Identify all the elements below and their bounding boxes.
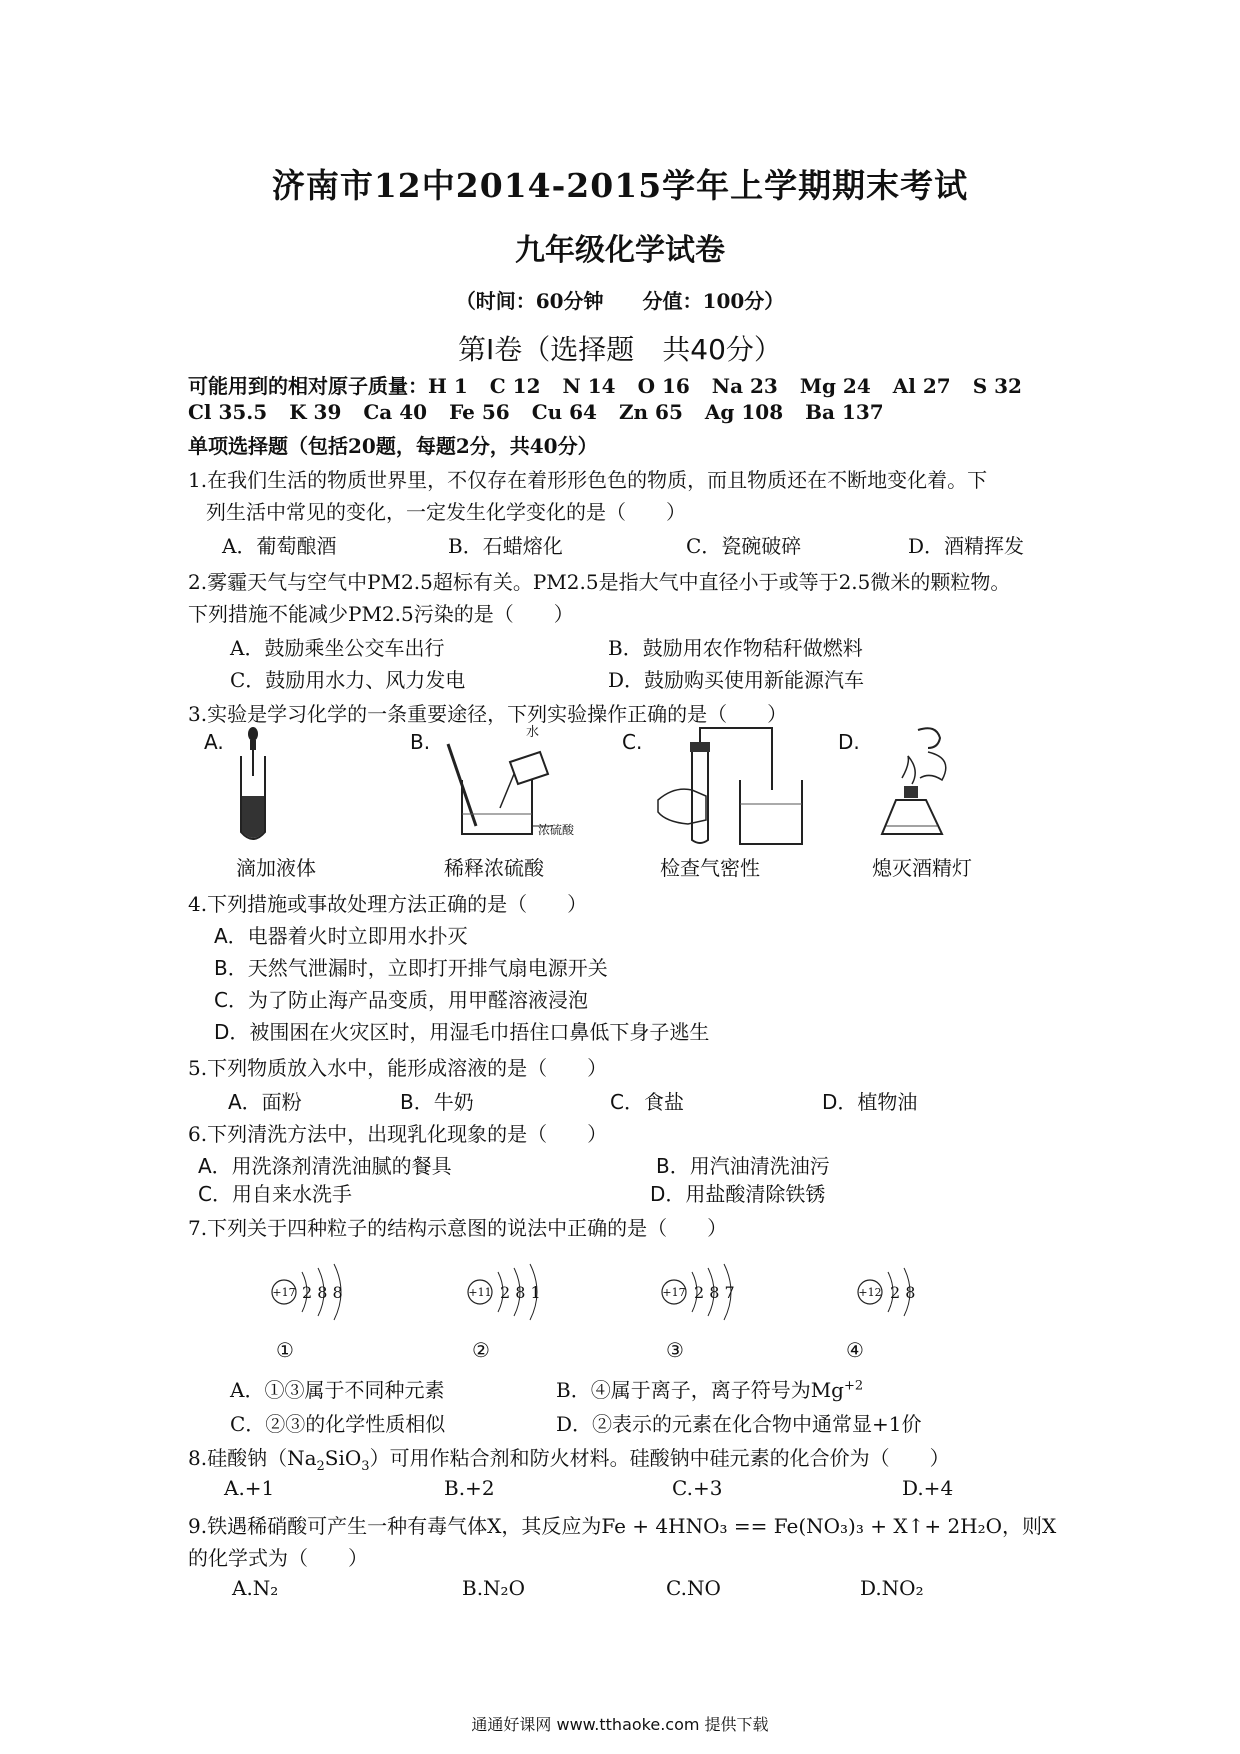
q1-option-c: C．瓷碗破碎 [686, 534, 802, 558]
q6-stem: 6.下列清洗方法中，出现乳化现象的是（ ） [188, 1122, 608, 1146]
q4-stem: 4.下列措施或事故处理方法正确的是（ ） [188, 892, 588, 916]
mass-item: Zn 65 [618, 400, 683, 424]
alcohol-lamp-figure [868, 722, 978, 842]
instructions: 单项选择题（包括20题，每题2分，共40分） [188, 434, 598, 458]
particle-diagram-1 [268, 1262, 368, 1322]
q8-stem-mid: SiO [324, 1446, 362, 1470]
q8-option-b: B.+2 [444, 1476, 495, 1500]
shells-3: 2 8 7 [694, 1283, 735, 1302]
atomic-mass-row1 [188, 370, 1044, 399]
q9-option-d: D.NO₂ [860, 1576, 924, 1600]
q5-stem: 5.下列物质放入水中，能形成溶液的是（ ） [188, 1056, 608, 1080]
q3-letter-c: C. [622, 730, 643, 754]
mass-item: Mg 24 [799, 374, 871, 398]
diagram-label-2: ② [472, 1338, 490, 1362]
q8-option-d: D.+4 [902, 1476, 954, 1500]
atomic-mass-label: 可能用到的相对原子质量： [188, 374, 428, 398]
mass-item: S 32 [972, 374, 1022, 398]
q1-option-a: A．葡萄酿酒 [222, 534, 337, 558]
q8-stem: 8.硅酸钠$(Na_2SiO_3)$可用作粘合剂和防火材料。硅酸钠中硅元素的化合价为（ ） [188, 1446, 950, 1474]
nucleus-4: +12 [858, 1286, 882, 1299]
q5-option-b: B．牛奶 [400, 1090, 474, 1114]
exam-meta [0, 285, 1240, 314]
q9-option-c: C.NO [666, 1576, 721, 1600]
shells-4: 2 8 [890, 1283, 916, 1302]
q4-option-b: B．天然气泄漏时，立即打开排气扇电源开关 [214, 956, 608, 980]
q6-option-a: A．用洗涤剂清洗油腻的餐具 [198, 1154, 452, 1178]
q7-stem: 7.下列关于四种粒子的结构示意图的说法中正确的是（ ） [188, 1216, 728, 1240]
diagram-label-3: ③ [666, 1338, 684, 1362]
q3-stem: 3.实验是学习化学的一条重要途径，下列实验操作正确的是（ ） [188, 702, 788, 726]
q7-option-b-charge: +2 [843, 1378, 864, 1394]
mass-item: Cl 35.5 [188, 400, 268, 424]
q7-option-d: D．②表示的元素在化合物中通常显+1价 [556, 1412, 922, 1436]
mass-item: C 12 [489, 374, 541, 398]
mass-item: Ca 40 [363, 400, 428, 424]
q9-option-b: B.N₂O [462, 1576, 525, 1600]
q4-option-c: C．为了防止海产品变质，用甲醛溶液浸泡 [214, 988, 588, 1012]
q5-option-d: D．植物油 [822, 1090, 918, 1114]
mass-item: Fe 56 [449, 400, 510, 424]
q7-option-a: A．①③属于不同种元素 [230, 1378, 445, 1402]
q5-option-a: A．面粉 [228, 1090, 302, 1114]
shells-2: 2 8 1 [500, 1283, 541, 1302]
page-footer: 通通好课网 www.tthaoke.com 提供下载 [471, 1715, 769, 1734]
mass-item: K 39 [289, 400, 342, 424]
q9-option-a: A.N₂ [232, 1576, 279, 1600]
q7-option-b [556, 1374, 863, 1403]
mass-item: Ag 108 [704, 400, 784, 424]
mass-item: Al 27 [892, 374, 951, 398]
atomic-mass-row2 [188, 400, 906, 424]
q9-stem-line2: 的化学式为（ ） [188, 1546, 368, 1570]
q9-stem-line1: 9.铁遇稀硝酸可产生一种有毒气体X，其反应为Fe + 4HNO₃ == Fe(NO₃)₃ + X↑+ 2H₂O，则X [188, 1514, 1057, 1538]
q2-option-a: A．鼓励乘坐公交车出行 [230, 636, 445, 660]
q3-letter-d: D. [838, 730, 860, 754]
exam-subtitle: 九年级化学试卷 [515, 233, 725, 268]
mass-item: N 14 [562, 374, 616, 398]
diagram-label-1: ① [276, 1338, 294, 1362]
mass-item: O 16 [637, 374, 690, 398]
q4-option-a: A．电器着火时立即用水扑灭 [214, 924, 468, 948]
q8-stem-post: ）可用作粘合剂和防火材料。硅酸钠中硅元素的化合价为（ ） [369, 1446, 950, 1470]
nucleus-1: +17 [272, 1286, 296, 1299]
particle-diagram-3 [658, 1262, 758, 1322]
exam-time: （时间：60分钟 [455, 289, 604, 313]
q8-stem-pre: 8.硅酸钠（Na [188, 1446, 317, 1470]
mass-item: Na 23 [711, 374, 778, 398]
airtightness-figure [652, 720, 812, 846]
label-water: 水 [526, 725, 540, 740]
diagram-label-4: ④ [846, 1338, 864, 1362]
q6-option-c: C．用自来水洗手 [198, 1182, 352, 1206]
mass-item: Cu 64 [531, 400, 597, 424]
mass-item: H 1 [428, 374, 468, 398]
q2-option-c: C．鼓励用水力、风力发电 [230, 668, 466, 692]
q6-option-b: B．用汽油清洗油污 [656, 1154, 830, 1178]
q1-option-d: D．酒精挥发 [908, 534, 1025, 558]
caption-b: 稀释浓硫酸 [444, 856, 544, 880]
caption-c: 检查气密性 [660, 856, 760, 880]
nucleus-2: +11 [468, 1286, 492, 1299]
caption-d: 熄灭酒精灯 [872, 856, 972, 880]
exam-score: 分值：100分） [642, 289, 785, 313]
q3-letter-b: B. [410, 730, 431, 754]
q6-option-d: D．用盐酸清除铁锈 [650, 1182, 826, 1206]
particle-diagram-4 [854, 1262, 944, 1322]
q8-option-c: C.+3 [672, 1476, 723, 1500]
q2-option-b: B．鼓励用农作物秸秆做燃料 [608, 636, 863, 660]
q2-stem-line2: 下列措施不能减少PM2.5污染的是（ ） [188, 602, 574, 626]
q7-option-b-text: B．④属于离子，离子符号为Mg [556, 1378, 844, 1402]
q2-option-d: D．鼓励购买使用新能源汽车 [608, 668, 865, 692]
q1-option-b: B．石蜡熔化 [448, 534, 563, 558]
mass-item: Ba 137 [805, 400, 884, 424]
label-acid: 浓硫酸 [538, 823, 575, 837]
q1-stem-line2: 列生活中常见的变化，一定发生化学变化的是（ ） [206, 500, 686, 524]
q1-stem-line1: 1.在我们生活的物质世界里，不仅存在着形形色色的物质，而且物质还在不断地变化着。下 [188, 468, 988, 492]
q2-stem-line1: 2.雾霾天气与空气中PM2.5超标有关。PM2.5是指大气中直径小于或等于2.5微米的颗粒物。 [188, 570, 1011, 594]
dilute-acid-figure [440, 722, 580, 844]
particle-diagram-2 [464, 1262, 564, 1322]
nucleus-3: +17 [662, 1286, 686, 1299]
q4-option-d: D．被围困在火灾区时，用湿毛巾捂住口鼻低下身子逃生 [214, 1020, 710, 1044]
q3-letter-a: A. [204, 730, 224, 754]
exam-title: 济南市12中2014-2015学年上学期期末考试 [271, 166, 969, 205]
dropper-test-tube-figure [228, 726, 278, 844]
q7-option-c: C．②③的化学性质相似 [230, 1412, 446, 1436]
q5-option-c: C．食盐 [610, 1090, 684, 1114]
section-title: 第Ⅰ卷（选择题 共40分） [458, 333, 782, 366]
caption-a: 滴加液体 [236, 856, 316, 880]
shells-1: 2 8 8 [302, 1283, 343, 1302]
q8-option-a: A.+1 [224, 1476, 275, 1500]
